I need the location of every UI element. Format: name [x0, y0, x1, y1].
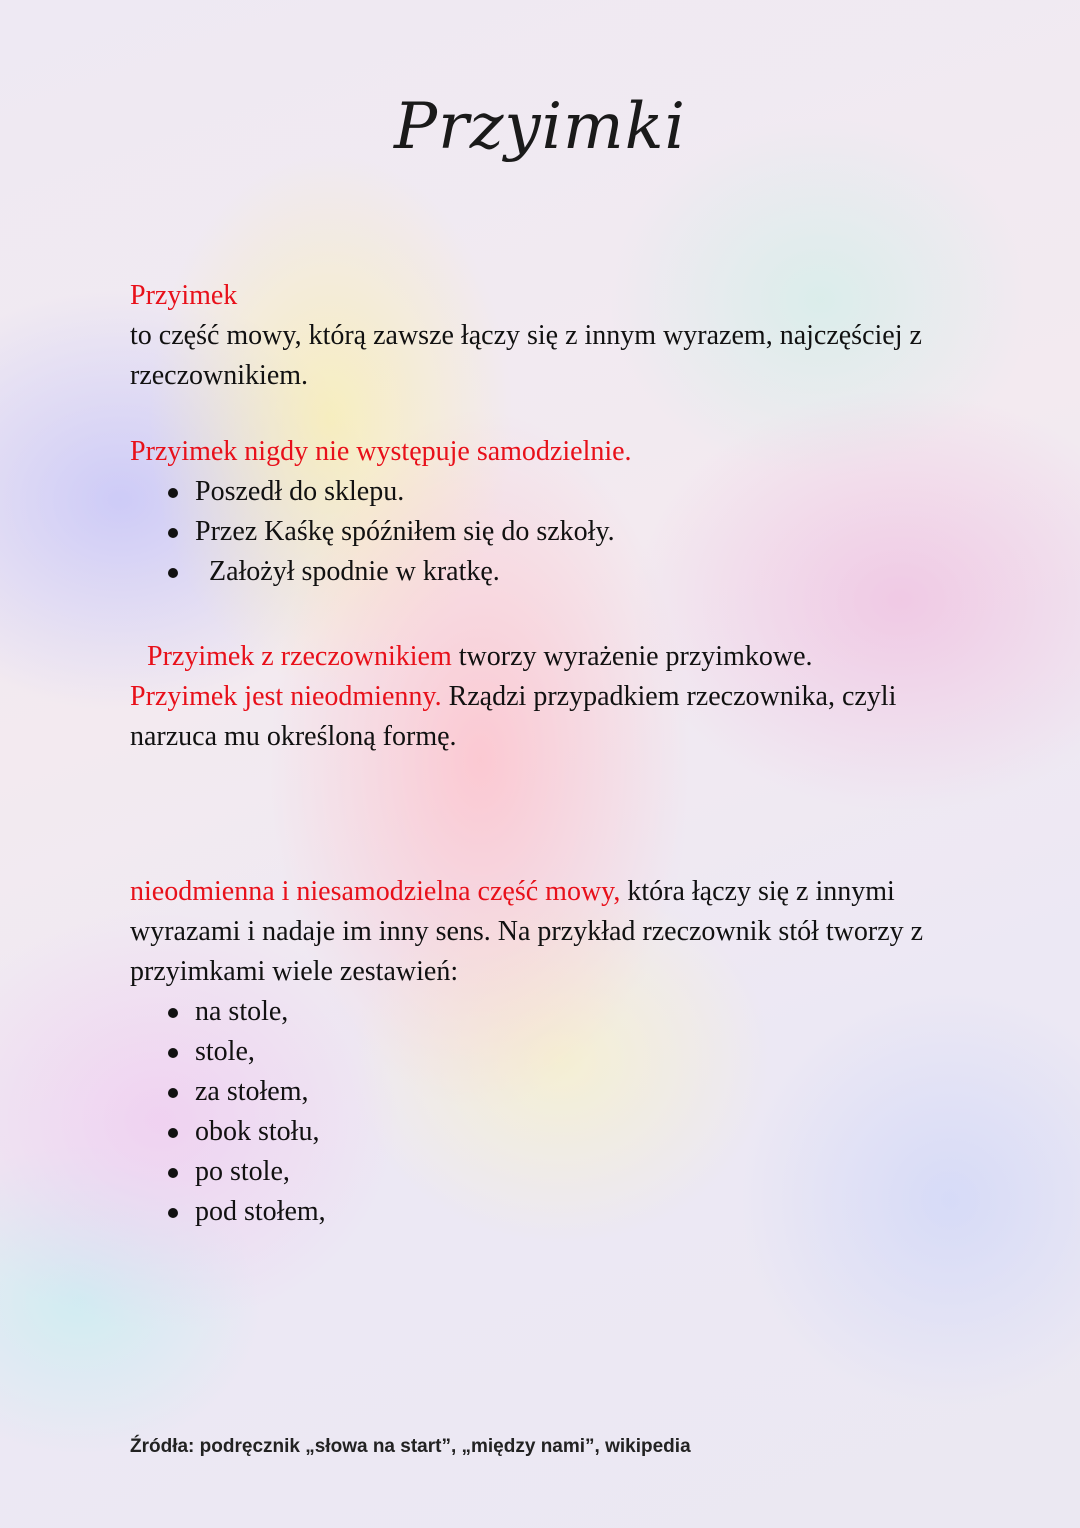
list-item: stole,: [130, 1032, 960, 1072]
highlight: Przyimek jest nieodmienny.: [130, 681, 442, 712]
list-item: na stole,: [130, 992, 960, 1032]
list-item: za stołem,: [130, 1072, 960, 1112]
definition-text: to część mowy, którą zawsze łączy się z innym wyrazem, najczęściej z rzeczownikiem.: [130, 320, 922, 391]
section-examples: [130, 432, 980, 592]
list-item: Poszedł do sklepu.: [130, 472, 980, 512]
text: tworzy wyrażenie przyimkowe.: [451, 641, 827, 672]
highlight: nieodmienna i niesamodzielna część mowy,: [130, 876, 621, 907]
example-list: [130, 472, 980, 592]
list-item: po stole,: [130, 1152, 960, 1192]
page-title: Przyimki: [394, 90, 686, 164]
section-usage: [130, 872, 960, 1232]
text: która łączy się z innymi wyrazami i nadaje im inny sens. Na przykład rzeczownik stół tworzy z przyimkami wiele zestawień:: [130, 876, 924, 987]
sources-footer: Źródła: podręcznik „słowa na start”, „między nami”, wikipedia: [130, 1436, 691, 1457]
list-item: pod stołem,: [130, 1192, 960, 1232]
section-phrase: [130, 637, 930, 757]
example-list: [130, 992, 960, 1232]
list-item: Założył spodnie w kratkę.: [130, 552, 980, 592]
term: Przyimek: [130, 280, 238, 311]
list-item: Przez Kaśkę spóźniłem się do szkoły.: [130, 512, 980, 552]
text: Rządzi przypadkiem rzeczownika, czyli narzuca mu określoną formę.: [130, 681, 897, 752]
rule-text: Przyimek nigdy nie występuje samodzielnie.: [130, 436, 632, 467]
list-item: obok stołu,: [130, 1112, 960, 1152]
highlight: Przyimek z rzeczownikiem: [147, 641, 452, 672]
section-definition: [130, 276, 980, 396]
